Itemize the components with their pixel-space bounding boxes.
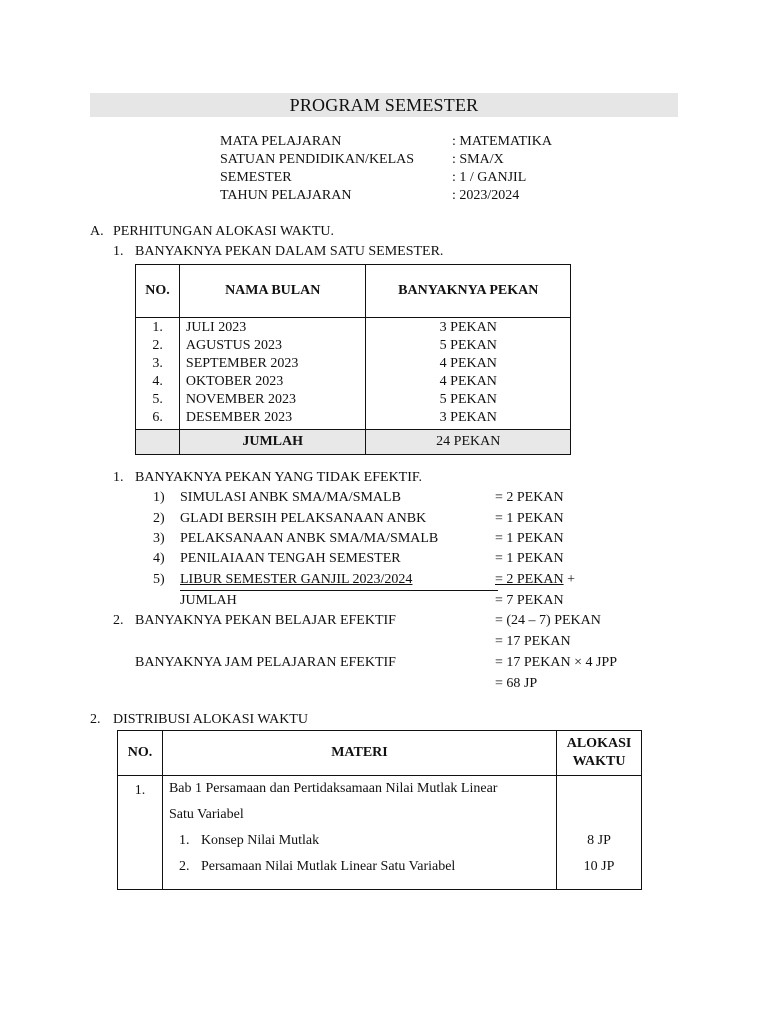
ineffective-item-num: 2): [153, 511, 165, 526]
ineffective-heading: BANYAKNYA PEKAN YANG TIDAK EFEKTIF.: [135, 470, 423, 485]
list-item: [169, 854, 556, 880]
section2-number: 2.: [90, 712, 101, 727]
effective-value-1: = (24 – 7) PEKAN: [495, 613, 601, 628]
info-label-year: TAHUN PELAJARAN: [220, 188, 352, 203]
section-a-number: A.: [90, 224, 104, 239]
info-value-subject: : MATEMATIKA: [452, 134, 552, 149]
info-label-semester: SEMESTER: [220, 170, 292, 185]
table-cell: 4 PEKAN: [439, 356, 497, 371]
chapter-title-line: Satu Variabel: [168, 807, 244, 822]
ineffective-total-label: JUMLAH: [180, 593, 237, 608]
table-cell: NOVEMBER 2023: [185, 392, 296, 407]
list-item-text: Persamaan Nilai Mutlak Linear Satu Variabel: [200, 859, 456, 874]
weeks-table-total-blank: [136, 430, 180, 455]
table-cell: 2.: [152, 338, 163, 353]
ineffective-number: 1.: [113, 470, 124, 485]
distribution-table-header-material: MATERI: [162, 731, 556, 776]
table-cell: AGUSTUS 2023: [185, 338, 282, 353]
list-item-text: Konsep Nilai Mutlak: [200, 833, 320, 848]
plus-sign: +: [563, 572, 575, 587]
spacer: [557, 776, 641, 802]
weeks-table-total-value: 24 PEKAN: [366, 430, 571, 455]
table-cell: 6.: [152, 410, 163, 425]
time-value: 8 JP: [587, 833, 611, 848]
ineffective-item-num: 4): [153, 551, 165, 566]
ineffective-item-num: 1): [153, 490, 165, 505]
table-cell: 3.: [152, 356, 163, 371]
ineffective-item-label: SIMULASI ANBK SMA/MA/SMALB: [180, 490, 401, 505]
table-cell: 5 PEKAN: [439, 392, 497, 407]
table-cell: 5.: [152, 392, 163, 407]
sum-rule-line: [180, 590, 498, 591]
effective-number: 2.: [113, 613, 124, 628]
effective-label: BANYAKNYA PEKAN BELAJAR EFEKTIF: [135, 613, 396, 628]
list-item: [169, 828, 556, 854]
info-value-year: : 2023/2024: [452, 188, 520, 203]
effective-jp-value-1: = 17 PEKAN × 4 JPP: [495, 655, 617, 670]
spacer: [557, 802, 641, 828]
weeks-table-header-no: NO.: [136, 265, 180, 318]
weeks-table-header-weeks: BANYAKNYA PEKAN: [366, 265, 571, 318]
table-cell: 4 PEKAN: [439, 374, 497, 389]
distribution-table: [117, 730, 642, 890]
effective-jp-label: BANYAKNYA JAM PELAJARAN EFEKTIF: [135, 655, 396, 670]
ineffective-item-value-row: [495, 571, 575, 589]
section-a-heading: PERHITUNGAN ALOKASI WAKTU.: [113, 224, 335, 239]
info-label-unit: SATUAN PENDIDIKAN/KELAS: [220, 152, 415, 167]
ineffective-item-label: PELAKSANAAN ANBK SMA/MA/SMALB: [180, 531, 439, 546]
weeks-table-header-month: NAMA BULAN: [179, 265, 366, 318]
document-title: PROGRAM SEMESTER: [90, 93, 678, 117]
weeks-table: [135, 264, 571, 455]
info-value-unit: : SMA/X: [452, 152, 504, 167]
effective-jp-value-2: = 68 JP: [495, 676, 538, 691]
sub1-number: 1.: [113, 244, 124, 259]
distribution-row-time: [557, 776, 642, 890]
distribution-row-no: 1.: [118, 776, 163, 890]
table-cell: 3 PEKAN: [439, 410, 497, 425]
table-cell: SEPTEMBER 2023: [185, 356, 299, 371]
table-cell: 3 PEKAN: [439, 320, 497, 335]
sub1-heading: BANYAKNYA PEKAN DALAM SATU SEMESTER.: [135, 244, 444, 259]
section2-heading: DISTRIBUSI ALOKASI WAKTU: [113, 712, 308, 727]
ineffective-item-value: = 1 PEKAN: [495, 551, 564, 566]
ineffective-item-label: PENILAIAAN TENGAH SEMESTER: [180, 551, 401, 566]
distribution-table-header-no: NO.: [118, 731, 163, 776]
ineffective-total-value: = 7 PEKAN: [495, 593, 564, 608]
time-value: 10 JP: [583, 859, 615, 874]
ineffective-item-label: LIBUR SEMESTER GANJIL 2023/2024: [180, 572, 413, 587]
weeks-table-total-label: JUMLAH: [179, 430, 366, 455]
weeks-table-no-column: [136, 318, 180, 430]
table-cell: DESEMBER 2023: [185, 410, 293, 425]
info-value-semester: : 1 / GANJIL: [452, 170, 527, 185]
weeks-table-month-column: [179, 318, 366, 430]
ineffective-item-value: = 2 PEKAN: [495, 490, 564, 505]
header-line: WAKTU: [572, 754, 626, 769]
header-line: ALOKASI: [566, 736, 632, 751]
table-cell: 1.: [152, 320, 163, 335]
ineffective-item-value: = 1 PEKAN: [495, 531, 564, 546]
effective-value-2: = 17 PEKAN: [495, 634, 571, 649]
ineffective-item-label: GLADI BERSIH PELAKSANAAN ANBK: [180, 511, 427, 526]
chapter-title-line: Bab 1 Persamaan dan Pertidaksamaan Nilai Mutlak Linear: [168, 781, 498, 796]
ineffective-item-value: = 2 PEKAN: [495, 572, 564, 587]
list-item-number: 2.: [178, 859, 190, 874]
distribution-row-material: [162, 776, 556, 890]
info-label-subject: MATA PELAJARAN: [220, 134, 342, 149]
list-item-number: 1.: [178, 833, 190, 848]
distribution-table-header-time: [557, 731, 642, 776]
table-cell: 5 PEKAN: [439, 338, 497, 353]
weeks-table-weeks-column: [366, 318, 571, 430]
table-cell: JULI 2023: [185, 320, 247, 335]
ineffective-item-num: 5): [153, 572, 165, 587]
ineffective-item-num: 3): [153, 531, 165, 546]
table-cell: OKTOBER 2023: [185, 374, 284, 389]
table-cell: 4.: [152, 374, 163, 389]
ineffective-item-value: = 1 PEKAN: [495, 511, 564, 526]
